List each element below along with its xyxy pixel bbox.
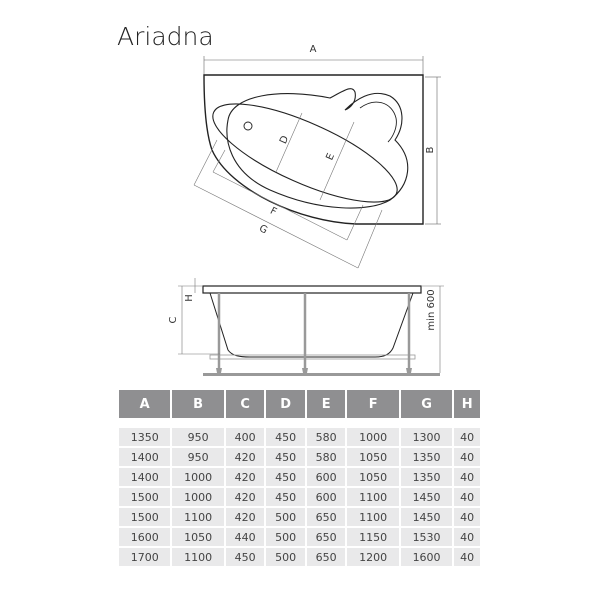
- table-cell: 1150: [347, 526, 398, 546]
- col-header-f: F: [347, 390, 398, 418]
- leg-feet: [216, 368, 412, 373]
- table-cell: 500: [266, 546, 305, 566]
- table-cell: 500: [266, 506, 305, 526]
- col-header-g: G: [401, 390, 452, 418]
- table-cell: 40: [454, 486, 480, 506]
- side-view: [168, 278, 444, 376]
- table-cell: 420: [226, 466, 265, 486]
- label-f: F: [268, 205, 279, 218]
- bathtub-outline: [204, 75, 423, 224]
- table-cell: 1000: [172, 486, 223, 506]
- col-header-e: E: [307, 390, 346, 418]
- table-cell: 450: [266, 486, 305, 506]
- table-cell: 40: [454, 426, 480, 446]
- table-cell: 420: [226, 506, 265, 526]
- table-cell: 650: [307, 546, 346, 566]
- table-cell: 450: [266, 446, 305, 466]
- table-cell: 1050: [172, 526, 223, 546]
- col-header-h: H: [454, 390, 480, 418]
- table-cell: 1400: [119, 446, 170, 466]
- table-cell: 1450: [401, 486, 452, 506]
- floor: [203, 373, 440, 376]
- table-cell: 1450: [401, 506, 452, 526]
- table-cell: 450: [266, 466, 305, 486]
- table-cell: 1100: [172, 506, 223, 526]
- table-row: [119, 546, 480, 566]
- table-cell: 950: [172, 446, 223, 466]
- table-cell: 440: [226, 526, 265, 546]
- table-cell: 650: [307, 526, 346, 546]
- table-cell: 420: [226, 446, 265, 466]
- label-a: A: [309, 44, 317, 55]
- table-cell: 1500: [119, 506, 170, 526]
- rim: [203, 286, 421, 293]
- table-cell: 1500: [119, 486, 170, 506]
- table-cell: 1600: [401, 546, 452, 566]
- table-cell: 420: [226, 486, 265, 506]
- table-cell: 1350: [119, 426, 170, 446]
- table-cell: 1350: [401, 446, 452, 466]
- table-cell: 1100: [347, 486, 398, 506]
- top-view: [194, 44, 441, 268]
- table-cell: 600: [307, 466, 346, 486]
- table-cell: 1000: [347, 426, 398, 446]
- table-header-row: [119, 390, 480, 418]
- table-cell: 1350: [401, 466, 452, 486]
- table-row: [119, 506, 480, 526]
- table-cell: 600: [307, 486, 346, 506]
- label-g: G: [257, 223, 270, 237]
- table-cell: 450: [266, 426, 305, 446]
- table-row: [119, 486, 480, 506]
- table-cell: 580: [307, 426, 346, 446]
- table-row: [119, 446, 480, 466]
- col-header-d: D: [266, 390, 305, 418]
- table-cell: 40: [454, 446, 480, 466]
- table-cell: 1200: [347, 546, 398, 566]
- table-cell: 400: [226, 426, 265, 446]
- table-cell: 1400: [119, 466, 170, 486]
- product-title: Ariadna: [117, 22, 214, 51]
- table-cell: 450: [226, 546, 265, 566]
- col-header-c: C: [226, 390, 265, 418]
- table-cell: 40: [454, 506, 480, 526]
- table-row: [119, 466, 480, 486]
- label-c: C: [168, 316, 179, 324]
- table-cell: 40: [454, 546, 480, 566]
- table-cell: 1300: [401, 426, 452, 446]
- tub-profile: [210, 293, 413, 357]
- table-cell: 950: [172, 426, 223, 446]
- label-b: B: [425, 146, 436, 154]
- table-cell: 500: [266, 526, 305, 546]
- drain-icon: [244, 122, 252, 130]
- col-header-b: B: [172, 390, 223, 418]
- table-cell: 1530: [401, 526, 452, 546]
- table-cell: 40: [454, 526, 480, 546]
- label-h: H: [184, 294, 195, 302]
- table-cell: 1050: [347, 446, 398, 466]
- table-cell: 1050: [347, 466, 398, 486]
- table-cell: 1100: [172, 546, 223, 566]
- table-cell: 1100: [347, 506, 398, 526]
- label-min-600: min 600: [426, 289, 437, 331]
- table-cell: 580: [307, 446, 346, 466]
- table-cell: 1000: [172, 466, 223, 486]
- dimensions-table: [117, 390, 482, 566]
- table-cell: 1700: [119, 546, 170, 566]
- table-cell: 1600: [119, 526, 170, 546]
- table-row: [119, 426, 480, 446]
- label-e: E: [324, 151, 338, 163]
- basin-outline: [201, 85, 408, 221]
- col-header-a: A: [119, 390, 170, 418]
- table-cell: 40: [454, 466, 480, 486]
- table-cell: 650: [307, 506, 346, 526]
- table-row: [119, 526, 480, 546]
- label-d: D: [278, 134, 292, 146]
